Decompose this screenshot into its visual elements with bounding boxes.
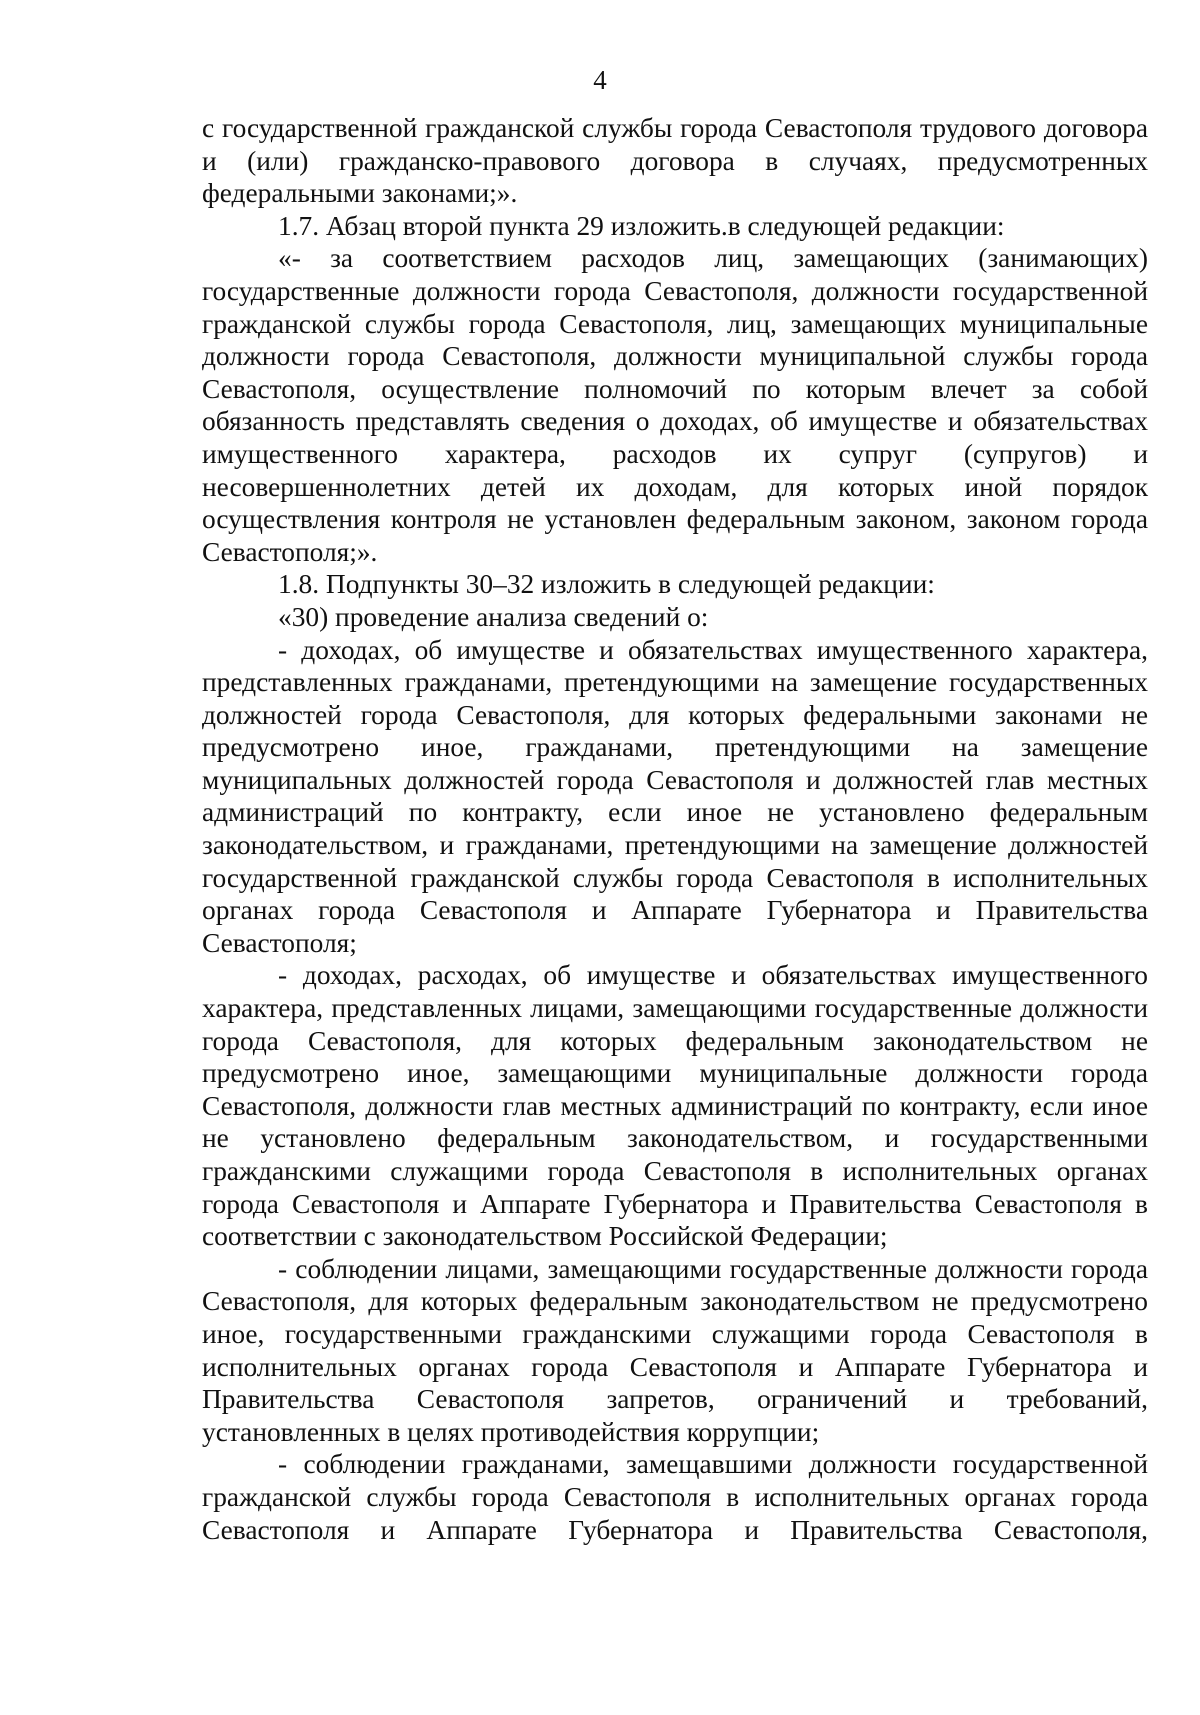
paragraph-quoted-amendment: «- за соответствием расходов лиц, замещающих (занимающих) государственные должности города Севастополя, должности государственной гражданской службы города Севастополя, лиц, замещающих муниципальные должности города Севастополя, должности муниципальной службы города Севастополя, осуществление полномочий по которым влечет за собой обязанность представлять сведения о доходах, об имуществе и обязательствах имущественного характера, расходов их супруг (супругов) и несовершеннолетних детей их доходам, для которых иной порядок осуществления контроля не установлен федеральным законом, законом города Севастополя;». xyxy=(202,243,1148,567)
paragraph-subitem-30: «30) проведение анализа сведений о: xyxy=(278,601,709,632)
paragraph-bullet-income-candidates: - доходах, об имуществе и обязательствах имущественного характера, представленных гражданами, претендующими на замещение государственных должностей города Севастополя, для которых федеральными законами не предусмотрено иное, гражданами, претендующими на замещение муниципальных должностей города Севастополя и должностей глав местных администраций по контракту, если иное не установлено федеральным законодательством, и гражданами, претендующими на замещение должностей государственной гражданской службы города Севастополя в исполнительных органах города Севастополя и Аппарате Губернатора и Правительства Севастополя; xyxy=(202,634,1148,958)
paragraph-item-1-8: 1.8. Подпункты 30–32 изложить в следующей редакции: xyxy=(278,569,935,600)
paragraph-bullet-compliance: - соблюдении лицами, замещающими государственные должности города Севастополя, для которых федеральным законодательством не предусмотрено иное, государственными гражданскими служащими города Севастополя в исполнительных органах города Севастополя и Аппарате Губернатора и Правительства Севастополя запретов, ограничений и требований, установленных в целях противодействия коррупции; xyxy=(202,1253,1148,1447)
paragraph-item-1-7: 1.7. Абзац второй пункта 29 изложить.в следующей редакции: xyxy=(278,210,1005,241)
paragraph-bullet-former-employees: - соблюдении гражданами, замещавшими должности государственной гражданской службы города Севастополя в исполнительных органах города Севастополя и Аппарате Губернатора и Правительства Севастополя, xyxy=(202,1449,1148,1545)
paragraph-continuation: с государственной гражданской службы города Севастополя трудового договора и (или) гражданско-правового договора в случаях, предусмотренных федеральными законами;». xyxy=(202,113,1148,209)
document-body xyxy=(202,112,1148,1546)
paragraph-bullet-income-officials: - доходах, расходах, об имуществе и обязательствах имущественного характера, представленных лицами, замещающими государственные должности города Севастополя, для которых федеральным законодательством не предусмотрено иное, замещающими муниципальные должности города Севастополя, должности глав местных администраций по контракту, если иное не установлено федеральным законодательством, и государственными гражданскими служащими города Севастополя в исполнительных органах города Севастополя и Аппарате Губернатора и Правительства Севастополя в соответствии с законодательством Российской Федерации; xyxy=(202,960,1148,1252)
page-number: 4 xyxy=(593,65,607,95)
